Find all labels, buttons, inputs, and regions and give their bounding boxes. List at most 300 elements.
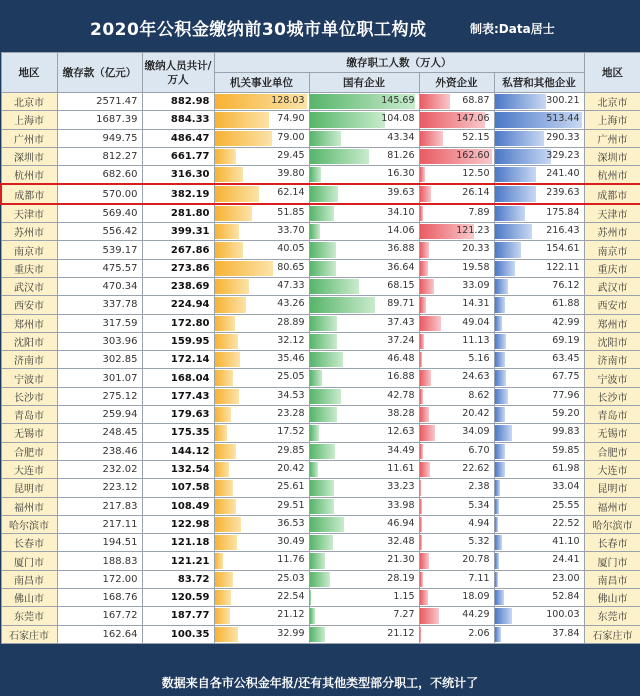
foreign-value-label: 20.42 [462,408,490,420]
soe-bar [310,261,337,276]
private-bar [495,316,502,331]
city-cell-right: 上海市 [584,111,640,129]
soe-value-label: 16.30 [387,168,415,180]
deposit-cell: 539.17 [57,241,142,259]
soe-bar [310,590,311,605]
header-deposit: 缴存款（亿元） [57,53,142,93]
gov-bar [215,261,273,276]
private-value-label: 513.44 [546,113,580,125]
city-cell-right: 合肥市 [584,442,640,460]
gov-value-label: 62.14 [277,187,305,199]
foreign-bar-cell [419,607,494,625]
foreign-bar [420,242,429,257]
payers-cell: 132.54 [142,460,214,478]
soe-bar [310,444,335,459]
soe-bar-cell [309,387,419,405]
foreign-bar [420,316,442,331]
city-cell: 长春市 [1,534,57,552]
city-cell-right: 杭州市 [584,166,640,185]
private-bar-cell [494,424,584,442]
city-cell-right: 成都市 [584,184,640,203]
private-value-label: 23.00 [552,572,580,584]
soe-bar-cell [309,534,419,552]
soe-value-label: 81.26 [387,149,415,161]
private-bar [495,389,508,404]
private-bar [495,94,546,109]
private-value-label: 37.84 [552,627,580,639]
foreign-bar [420,425,435,440]
payers-cell: 884.33 [142,111,214,129]
soe-value-label: 104.08 [381,113,415,125]
soe-bar [310,297,375,312]
payers-cell: 382.19 [142,184,214,203]
private-bar [495,572,499,587]
foreign-bar-cell [419,184,494,203]
soe-bar [310,224,320,239]
deposit-cell: 682.60 [57,166,142,185]
private-bar-cell [494,277,584,295]
gov-bar-cell [214,534,309,552]
foreign-bar [420,499,422,514]
table-row [1,552,640,570]
soe-bar [310,167,322,182]
private-bar [495,279,508,294]
private-bar [495,186,536,201]
private-bar-cell [494,369,584,387]
city-cell: 郑州市 [1,314,57,332]
deposit-cell: 475.57 [57,259,142,277]
private-bar [495,297,506,312]
private-bar-cell [494,460,584,478]
table-row [1,625,640,643]
foreign-bar-cell [419,241,494,259]
deposit-cell: 275.12 [57,387,142,405]
private-bar-cell [494,296,584,314]
gov-value-label: 28.89 [277,316,305,328]
table-row [1,147,640,165]
private-bar [495,425,512,440]
soe-value-label: 12.63 [387,426,415,438]
soe-bar [310,572,330,587]
soe-value-label: 36.88 [387,243,415,255]
header-region: 地区 [1,53,57,93]
table-row [1,223,640,241]
payers-cell: 281.80 [142,204,214,223]
title-bar [0,0,640,52]
city-cell: 宁波市 [1,369,57,387]
payers-cell: 187.77 [142,607,214,625]
foreign-value-label: 7.89 [468,206,490,218]
table-row [1,442,640,460]
gov-bar-cell [214,460,309,478]
city-cell: 沈阳市 [1,332,57,350]
private-bar [495,334,507,349]
foreign-bar [420,444,423,459]
soe-value-label: 46.94 [387,517,415,529]
soe-bar-cell [309,351,419,369]
private-value-label: 59.85 [552,444,580,456]
soe-bar-cell [309,570,419,588]
private-bar-cell [494,589,584,607]
table-row [1,497,640,515]
foreign-bar-cell [419,259,494,277]
city-cell: 天津市 [1,204,57,223]
soe-bar [310,316,337,331]
city-cell-right: 东莞市 [584,607,640,625]
table-row [1,93,640,111]
gov-bar [215,608,230,623]
payers-cell: 168.04 [142,369,214,387]
table-row [1,332,640,350]
soe-value-label: 89.71 [387,298,415,310]
payers-cell: 159.95 [142,332,214,350]
private-bar [495,590,504,605]
soe-bar [310,334,337,349]
private-bar [495,462,506,477]
private-bar-cell [494,607,584,625]
gov-bar [215,279,249,294]
soe-bar-cell [309,460,419,478]
gov-bar [215,499,236,514]
payers-cell: 882.98 [142,93,214,111]
city-cell-right: 佛山市 [584,589,640,607]
foreign-bar [420,206,424,221]
private-value-label: 329.23 [546,149,580,161]
soe-bar [310,462,318,477]
city-cell: 成都市 [1,184,57,203]
foreign-value-label: 24.63 [462,371,490,383]
private-bar-cell [494,515,584,533]
header-group: 缴存职工人数（万人） [214,53,584,73]
private-bar [495,224,532,239]
soe-value-label: 46.48 [387,353,415,365]
payers-cell: 172.80 [142,314,214,332]
gov-bar [215,480,234,495]
gov-bar [215,627,239,642]
foreign-bar-cell [419,93,494,111]
soe-bar [310,242,337,257]
private-bar-cell [494,387,584,405]
city-cell: 福州市 [1,497,57,515]
private-value-label: 122.11 [546,261,580,273]
gov-value-label: 29.45 [277,149,305,161]
gov-value-label: 74.90 [277,113,305,125]
soe-bar-cell [309,424,419,442]
soe-value-label: 11.61 [387,462,415,474]
soe-bar [310,425,319,440]
city-cell-right: 长沙市 [584,387,640,405]
city-cell: 东莞市 [1,607,57,625]
soe-bar-cell [309,93,419,111]
soe-bar [310,499,335,514]
chart-title: 2020年公积金缴纳前30城市单位职工构成 [90,20,427,40]
private-bar-cell [494,147,584,165]
foreign-bar [420,94,451,109]
private-bar-cell [494,129,584,147]
gov-value-label: 25.61 [277,481,305,493]
payers-cell: 273.86 [142,259,214,277]
gov-bar-cell [214,406,309,424]
private-bar [495,535,502,550]
private-bar [495,480,501,495]
gov-value-label: 20.42 [277,462,305,474]
private-bar-cell [494,351,584,369]
soe-value-label: 34.10 [387,206,415,218]
soe-value-label: 1.15 [393,591,415,603]
foreign-bar [420,186,432,201]
table-row [1,387,640,405]
foreign-value-label: 44.29 [462,609,490,621]
payers-cell: 121.18 [142,534,214,552]
foreign-value-label: 11.13 [462,334,490,346]
foreign-value-label: 12.50 [462,168,490,180]
city-cell-right: 昆明市 [584,479,640,497]
deposit-cell: 470.34 [57,277,142,295]
city-cell: 无锡市 [1,424,57,442]
soe-value-label: 37.43 [387,316,415,328]
foreign-bar [420,608,440,623]
gov-bar [215,590,231,605]
table-row [1,204,640,223]
gov-bar [215,206,252,221]
foreign-value-label: 68.87 [462,95,490,106]
gov-value-label: 33.70 [277,225,305,237]
city-cell: 苏州市 [1,223,57,241]
private-value-label: 175.84 [546,206,580,218]
private-bar-cell [494,534,584,552]
payers-cell: 486.47 [142,129,214,147]
table-row [1,111,640,129]
payers-cell: 121.21 [142,552,214,570]
foreign-bar [420,389,424,404]
deposit-cell: 812.27 [57,147,142,165]
soe-bar [310,149,369,164]
foreign-bar-cell [419,314,494,332]
private-bar-cell [494,497,584,515]
city-cell-right: 长春市 [584,534,640,552]
city-cell: 西安市 [1,296,57,314]
foreign-value-label: 20.33 [462,243,490,255]
table-row [1,166,640,185]
city-cell-right: 大连市 [584,460,640,478]
gov-value-label: 128.03 [271,95,305,106]
deposit-cell: 2571.47 [57,93,142,111]
gov-value-label: 30.49 [277,536,305,548]
soe-bar-cell [309,314,419,332]
foreign-value-label: 19.58 [462,261,490,273]
private-bar-cell [494,552,584,570]
city-cell-right: 宁波市 [584,369,640,387]
payers-cell: 144.12 [142,442,214,460]
gov-bar-cell [214,204,309,223]
payers-cell: 83.72 [142,570,214,588]
soe-bar [310,206,335,221]
header-private: 私营和其他企业 [494,73,584,93]
soe-value-label: 21.12 [387,627,415,639]
soe-value-label: 145.69 [381,95,415,106]
deposit-cell: 223.12 [57,479,142,497]
city-cell-right: 天津市 [584,204,640,223]
soe-value-label: 38.28 [387,408,415,420]
city-cell-right: 广州市 [584,129,640,147]
foreign-value-label: 34.09 [462,426,490,438]
private-value-label: 52.84 [552,591,580,603]
private-bar-cell [494,184,584,203]
deposit-cell: 248.45 [57,424,142,442]
foreign-bar-cell [419,369,494,387]
gov-value-label: 29.51 [277,499,305,511]
private-value-label: 41.10 [552,536,580,548]
deposit-cell: 238.46 [57,442,142,460]
table-row [1,570,640,588]
private-bar [495,167,536,182]
deposit-cell: 217.11 [57,515,142,533]
foreign-value-label: 52.15 [462,131,490,143]
table-row [1,241,640,259]
foreign-bar [420,167,426,182]
private-value-label: 290.33 [546,131,580,143]
soe-value-label: 68.15 [387,279,415,291]
private-bar [495,627,501,642]
foreign-bar-cell [419,424,494,442]
soe-bar-cell [309,406,419,424]
soe-bar-cell [309,515,419,533]
soe-value-label: 28.19 [387,572,415,584]
table-row [1,460,640,478]
gov-value-label: 36.53 [277,517,305,529]
city-cell: 武汉市 [1,277,57,295]
private-bar-cell [494,259,584,277]
table-row [1,314,640,332]
soe-value-label: 7.27 [393,609,415,621]
private-bar [495,206,525,221]
soe-bar [310,535,334,550]
deposit-cell: 337.78 [57,296,142,314]
soe-bar-cell [309,589,419,607]
soe-bar-cell [309,241,419,259]
gov-value-label: 23.28 [277,408,305,420]
gov-bar [215,517,241,532]
deposit-cell: 167.72 [57,607,142,625]
foreign-value-label: 26.14 [462,187,490,199]
soe-bar-cell [309,129,419,147]
gov-bar-cell [214,570,309,588]
payers-cell: 175.35 [142,424,214,442]
soe-bar-cell [309,552,419,570]
private-value-label: 63.45 [552,353,580,365]
city-cell: 佛山市 [1,589,57,607]
payers-cell: 399.31 [142,223,214,241]
foreign-bar-cell [419,332,494,350]
city-cell-right: 西安市 [584,296,640,314]
city-cell: 南昌市 [1,570,57,588]
gov-bar-cell [214,515,309,533]
private-bar [495,608,512,623]
city-cell-right: 南京市 [584,241,640,259]
foreign-bar [420,297,426,312]
gov-bar-cell [214,277,309,295]
foreign-bar-cell [419,296,494,314]
private-value-label: 154.61 [546,243,580,255]
foreign-bar-cell [419,166,494,185]
soe-bar [310,608,315,623]
city-cell: 大连市 [1,460,57,478]
soe-bar [310,407,338,422]
gov-bar [215,407,232,422]
gov-value-label: 80.65 [277,261,305,273]
gov-bar-cell [214,387,309,405]
table-row [1,424,640,442]
soe-bar [310,352,344,367]
private-value-label: 76.12 [552,279,580,291]
private-bar-cell [494,570,584,588]
gov-bar [215,389,240,404]
gov-value-label: 43.26 [277,298,305,310]
foreign-value-label: 5.16 [468,353,490,365]
gov-bar-cell [214,332,309,350]
city-cell: 青岛市 [1,406,57,424]
city-cell-right: 郑州市 [584,314,640,332]
gov-bar [215,316,236,331]
gov-bar-cell [214,424,309,442]
table-row [1,129,640,147]
foreign-bar-cell [419,406,494,424]
foreign-bar [420,480,421,495]
header-region-right: 地区 [584,53,640,93]
private-bar [495,499,499,514]
soe-bar [310,553,325,568]
soe-bar-cell [309,223,419,241]
private-value-label: 22.52 [552,517,580,529]
soe-value-label: 39.63 [387,187,415,199]
foreign-bar-cell [419,589,494,607]
gov-value-label: 47.33 [277,279,305,291]
gov-bar [215,352,241,367]
private-bar-cell [494,625,584,643]
city-cell-right: 青岛市 [584,406,640,424]
gov-bar [215,167,244,182]
private-bar-cell [494,241,584,259]
private-bar-cell [494,223,584,241]
city-cell-right: 南昌市 [584,570,640,588]
gov-value-label: 79.00 [277,131,305,143]
foreign-bar-cell [419,515,494,533]
private-value-label: 77.96 [552,389,580,401]
private-value-label: 69.19 [552,334,580,346]
gov-bar [215,131,272,146]
foreign-value-label: 20.78 [462,554,490,566]
foreign-bar [420,590,428,605]
private-bar [495,553,499,568]
gov-bar-cell [214,314,309,332]
foreign-bar-cell [419,387,494,405]
city-cell: 长沙市 [1,387,57,405]
private-bar [495,444,505,459]
foreign-bar [420,261,429,276]
soe-value-label: 34.49 [387,444,415,456]
payers-cell: 238.69 [142,277,214,295]
soe-bar [310,112,386,127]
soe-bar [310,389,341,404]
gov-value-label: 17.52 [277,426,305,438]
payers-cell: 267.86 [142,241,214,259]
payers-cell: 122.98 [142,515,214,533]
foreign-value-label: 33.09 [462,279,490,291]
deposit-cell: 194.51 [57,534,142,552]
private-value-label: 67.75 [552,371,580,383]
foreign-value-label: 121.23 [456,225,490,237]
foreign-value-label: 5.34 [468,499,490,511]
